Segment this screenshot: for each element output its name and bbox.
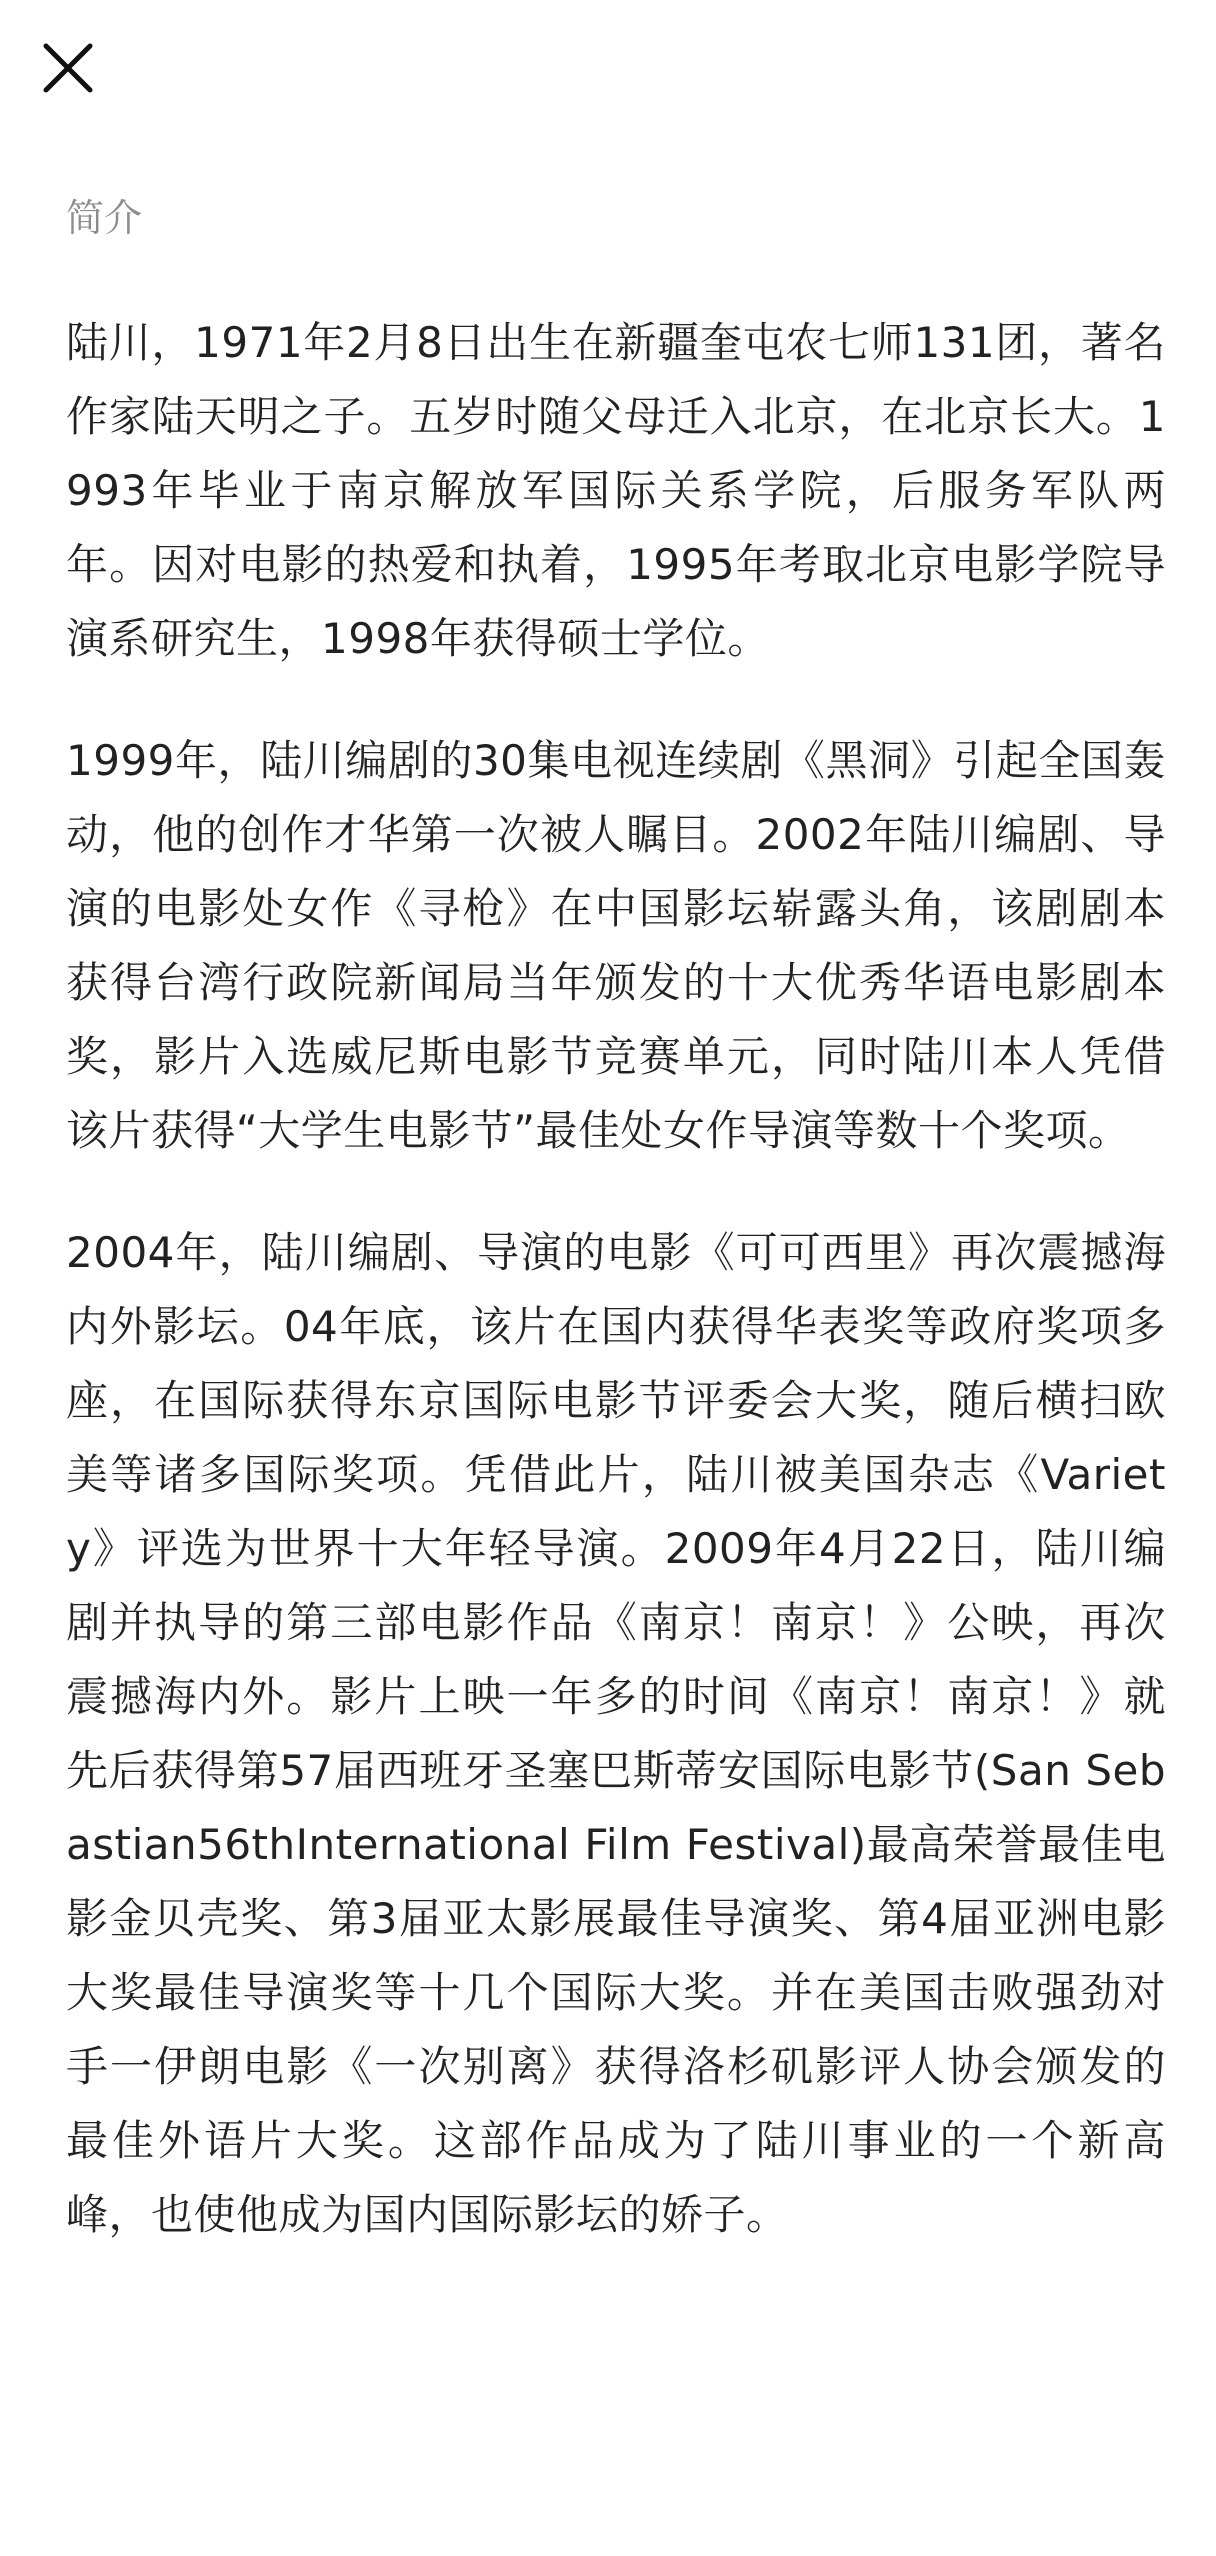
close-icon xyxy=(40,40,96,96)
intro-paragraph-2: 1999年，陆川编剧的30集电视连续剧《黑洞》引起全国轰动，他的创作才华第一次被人瞩目。2002年陆川编剧、导演的电影处女作《寻枪》在中国影坛崭露头角，该剧剧本获得台湾行政院新闻局当年颁发的十大优秀华语电影剧本奖，影片入选威尼斯电影节竞赛单元，同时陆川本人凭借该片获得“大学生电影节”最佳处女作导演等数十个奖项。 xyxy=(66,736,1166,1155)
section-title: 简介 xyxy=(66,196,143,240)
close-button[interactable] xyxy=(30,30,106,106)
intro-paragraph-3: 2004年，陆川编剧、导演的电影《可可西里》再次震撼海内外影坛。04年底，该片在国内获得华表奖等政府奖项多座，在国际获得东京国际电影节评委会大奖，随后横扫欧美等诸多国际奖项。凭借此片，陆川被美国杂志《Variety》评选为世界十大年轻导演。2009年4月22日，陆川编剧并执导的第三部电影作品《南京！南京！》公映，再次震撼海内外。影片上映一年多的时间《南京！南京！》就先后获得第57届西班牙圣塞巴斯蒂安国际电影节(San Sebastian56thInternational Film Festival)最高荣誉最佳电影金贝壳奖、第3届亚太影展最佳导演奖、第4届亚洲电影大奖最佳导演奖等十几个国际大奖。并在美国击败强劲对手一伊朗电影《一次别离》获得洛杉矶影评人协会颁发的最佳外语片大奖。这部作品成为了陆川事业的一个新高峰，也使他成为国内国际影坛的娇子。 xyxy=(66,1228,1166,2239)
intro-paragraph-1: 陆川，1971年2月8日出生在新疆奎屯农七师131团，著名作家陆天明之子。五岁时随父母迁入北京，在北京长大。1993年毕业于南京解放军国际关系学院，后服务军队两年。因对电影的热爱和执着，1995年考取北京电影学院导演系研究生，1998年获得硕士学位。 xyxy=(66,318,1166,663)
intro-content xyxy=(66,306,1166,2300)
